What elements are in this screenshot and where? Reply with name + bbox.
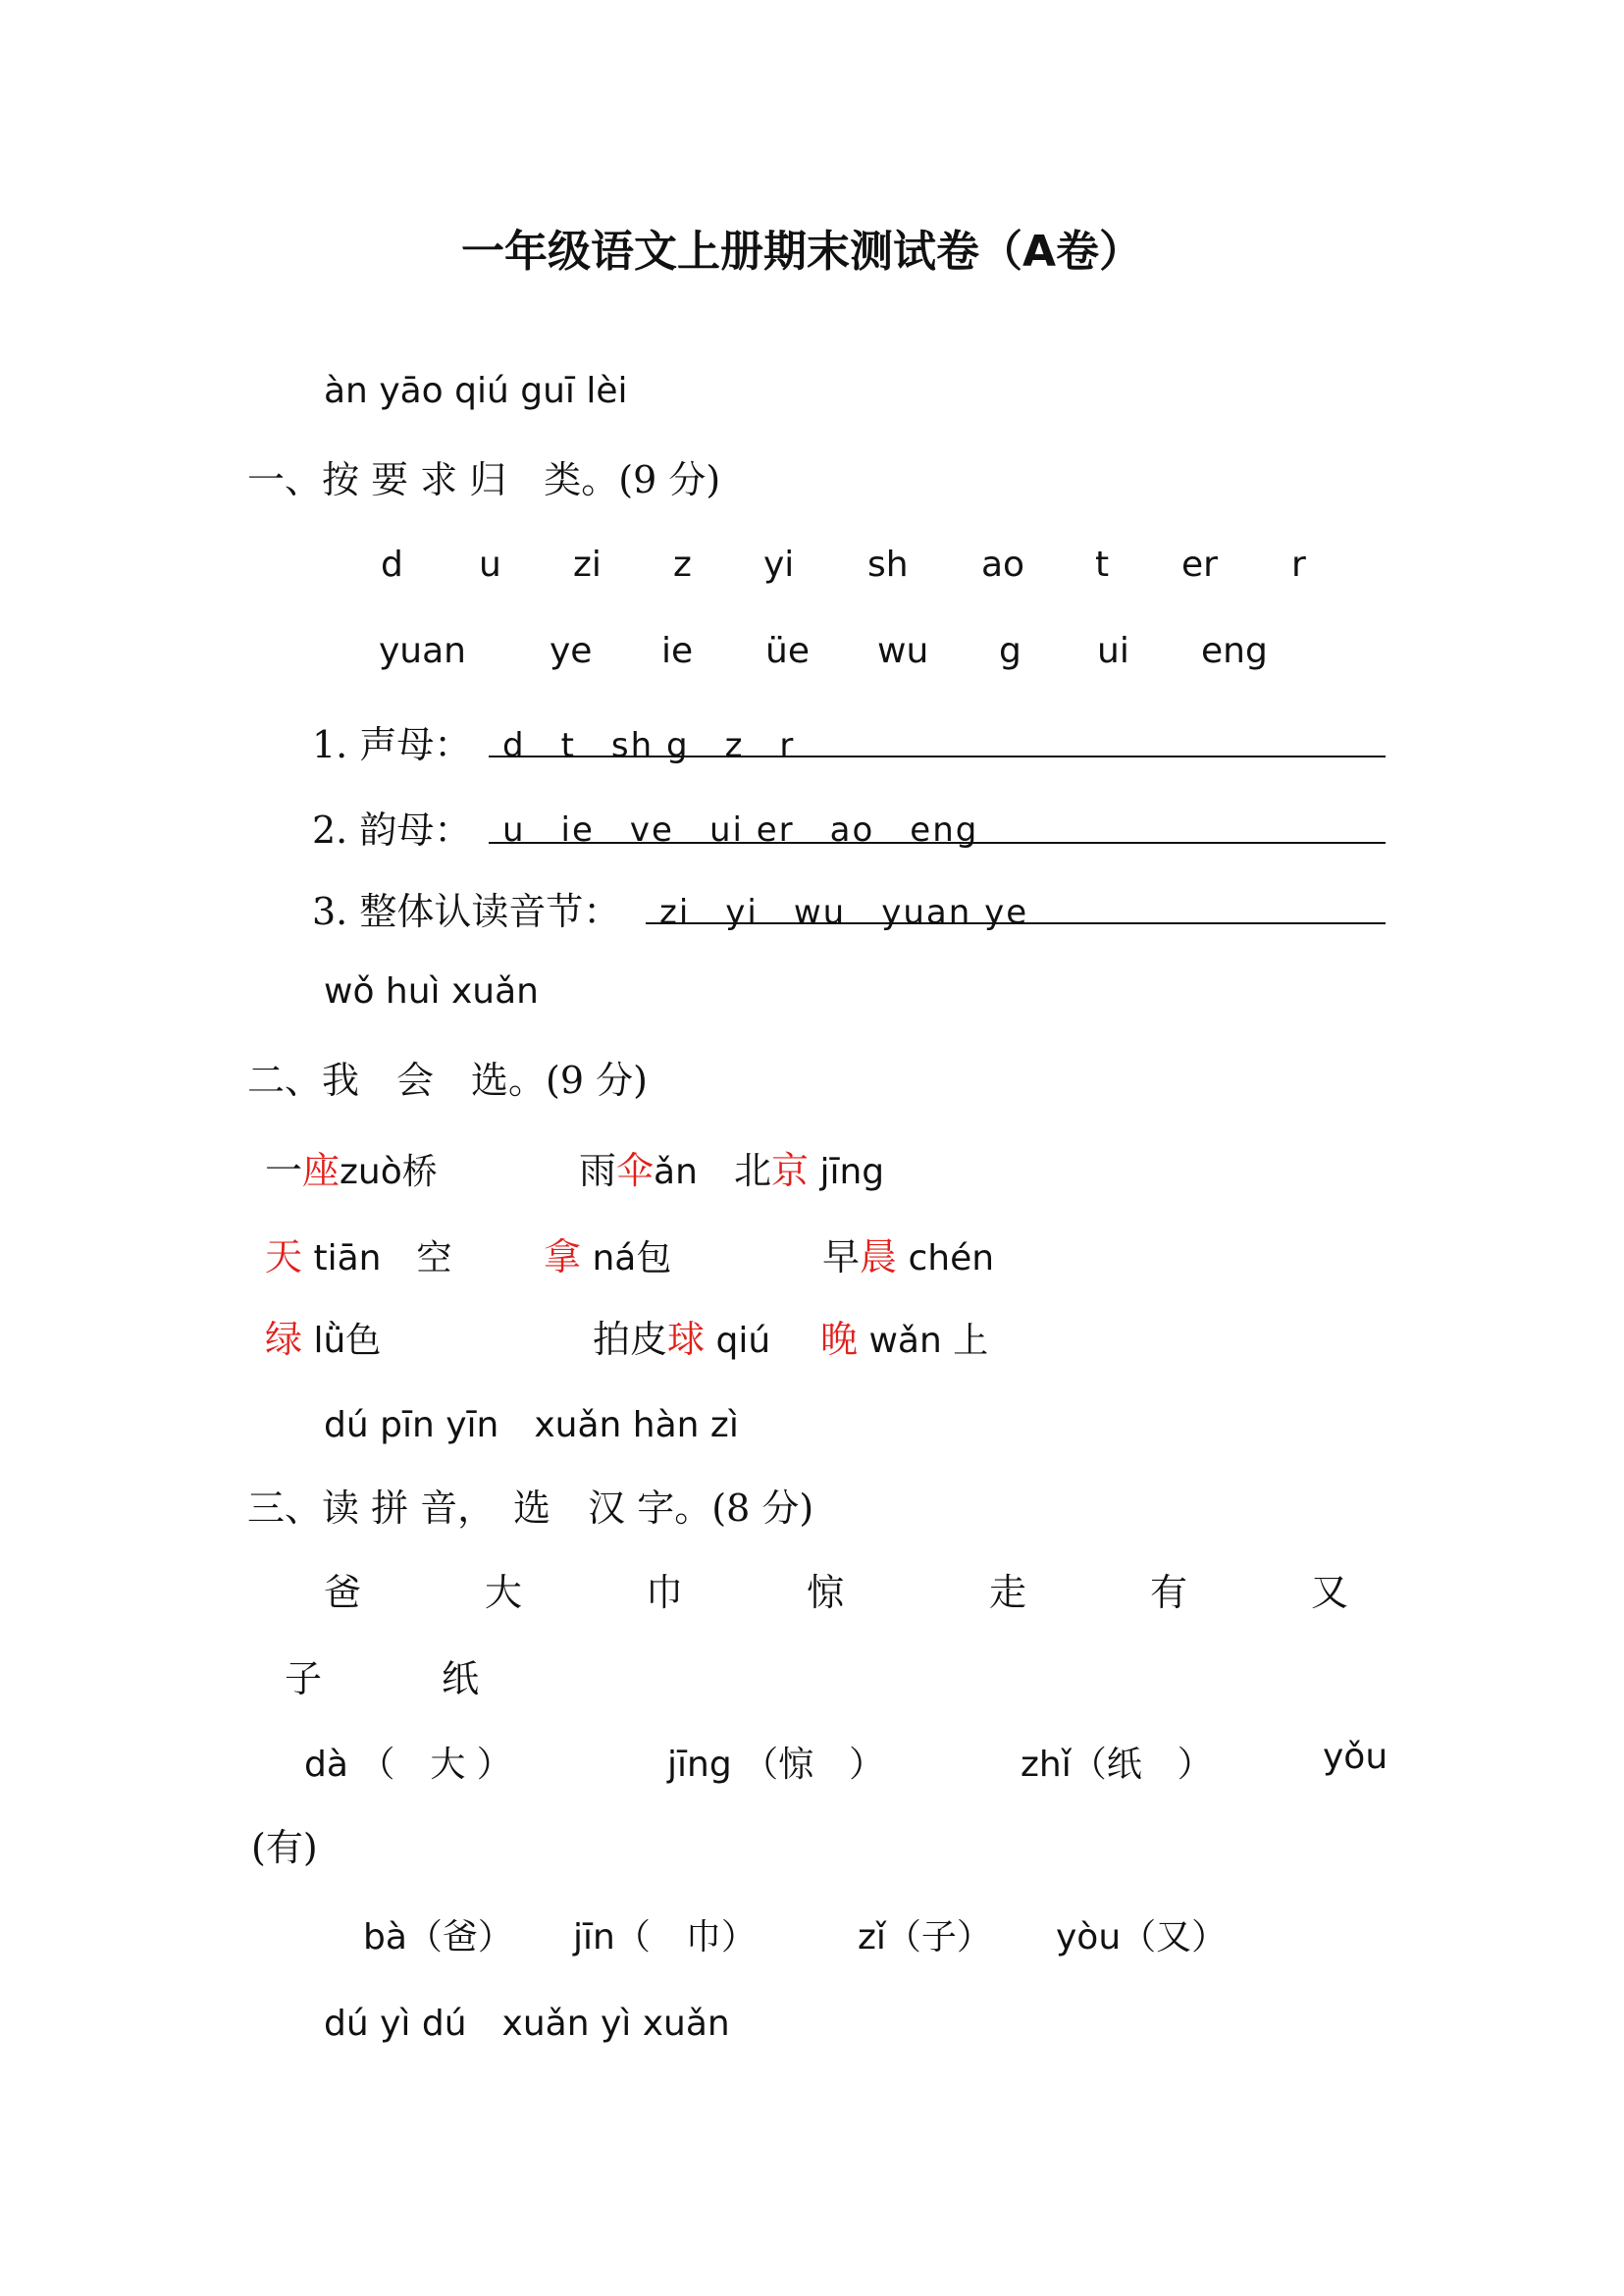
q3-answer: yòu（又） (1056, 1917, 1228, 1957)
q1-line-label: 2. 韵母： (312, 809, 472, 852)
q3-answer: bà（爸） (363, 1917, 513, 1957)
q1-line-label: 1. 声母： (312, 723, 472, 766)
q1-line-answer: d t sh g z r (502, 726, 796, 765)
q2-item: 拿 ná包 (544, 1235, 672, 1278)
q1-item: sh (867, 545, 909, 585)
q3-char: 爸 (324, 1571, 362, 1614)
q3-char: 子 (285, 1657, 323, 1700)
q3-char: 纸 (442, 1657, 480, 1700)
q3-char: 巾 (646, 1571, 684, 1614)
q1-item: üe (765, 631, 810, 671)
q2-item: 晚 wǎn 上 (820, 1318, 989, 1361)
q2-pinyin: wǒ huì xuǎn (324, 971, 539, 1012)
q2-heading: 二、我 会 选。(9 分) (247, 1059, 648, 1102)
q1-item: r (1291, 545, 1306, 585)
q3-char: 大 (485, 1571, 523, 1614)
q3-heading: 三、读 拼 音， 选 汉 字。(8 分) (247, 1487, 814, 1530)
q1-item: yi (763, 545, 795, 585)
q3-answer: yǒu (1323, 1737, 1388, 1777)
q1-item: ie (661, 631, 694, 671)
q1-line-answer: u ie ve ui er ao eng (502, 810, 979, 850)
q2-item: 拍皮球 qiú (593, 1318, 771, 1361)
q2-item: 北京 jīng (734, 1149, 885, 1192)
q1-item: z (673, 545, 692, 585)
q1-item: yuan (379, 631, 466, 671)
q1-item: zi (573, 545, 602, 585)
answer-underline (489, 756, 1386, 757)
q1-item: wu (877, 631, 929, 671)
q3-answer: dà （ 大 ） (304, 1745, 512, 1785)
q1-heading: 一、按 要 求 归 类。(9 分) (247, 458, 721, 501)
q3-char: 走 (989, 1571, 1027, 1614)
page-title: 一年级语文上册期末测试卷（A卷） (461, 227, 1143, 277)
q3-char: 又 (1311, 1571, 1349, 1614)
q3-answer-wrap: (有) (251, 1826, 318, 1869)
q3-char: 惊 (807, 1571, 845, 1614)
q3-answer: zhǐ（纸 ） (1021, 1745, 1213, 1785)
q2-item: 一座zuò桥 (265, 1149, 438, 1192)
q2-item: 早晨 chén (822, 1235, 995, 1278)
q3-char: 有 (1150, 1571, 1188, 1614)
answer-underline (489, 842, 1386, 844)
answer-underline (646, 922, 1386, 924)
q3-answer: jīn（ 巾） (573, 1917, 757, 1957)
q1-item: u (479, 545, 501, 585)
q1-item: ui (1097, 631, 1129, 671)
q4-pinyin: dú yì dú xuǎn yì xuǎn (324, 2004, 730, 2044)
q2-item: 天 tiān 空 (265, 1235, 452, 1278)
q3-answer: zǐ（子） (858, 1917, 992, 1957)
q1-item: t (1095, 545, 1110, 585)
q3-pinyin: dú pīn yīn xuǎn hàn zì (324, 1405, 739, 1445)
q1-item: eng (1201, 631, 1268, 671)
q1-item: er (1181, 545, 1218, 585)
q1-pinyin: àn yāo qiú guī lèi (324, 371, 628, 411)
q1-line-answer: zi yi wu yuan ye (659, 893, 1029, 932)
q1-item: ao (981, 545, 1025, 585)
q3-answer: jīng （惊 ） (667, 1745, 885, 1785)
q1-item: d (381, 545, 403, 585)
q2-item: 绿 lǜ色 (265, 1318, 382, 1361)
q1-item: ye (550, 631, 593, 671)
q1-line-label: 3. 整体认读音节： (312, 890, 621, 933)
q1-item: g (999, 631, 1022, 671)
q2-item: 雨伞ǎn (579, 1149, 698, 1192)
